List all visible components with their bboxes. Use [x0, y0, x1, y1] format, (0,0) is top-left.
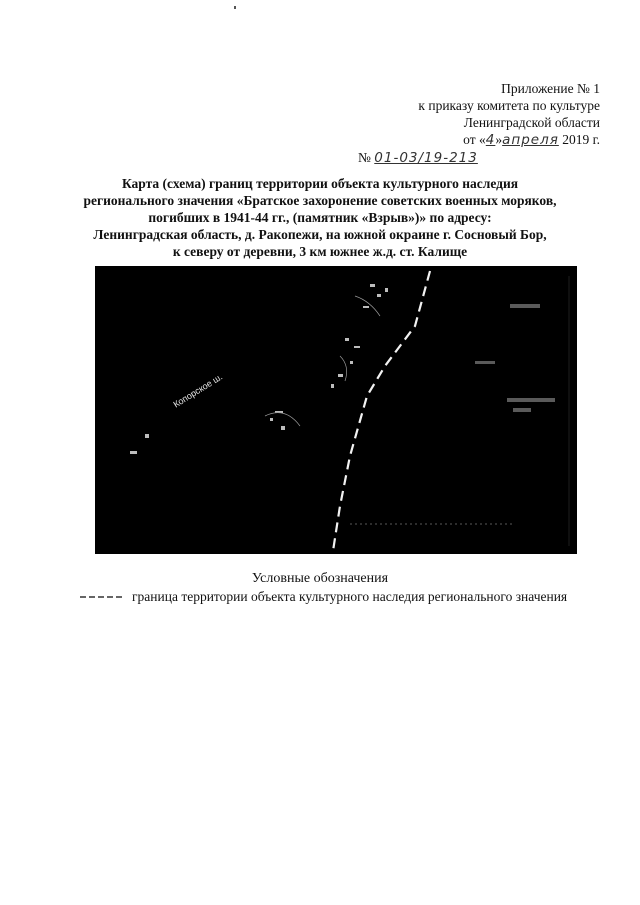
- boundary-line: [333, 271, 430, 551]
- appendix-block: [300, 80, 600, 167]
- road-label: Копорское ш.: [171, 371, 225, 410]
- title-line: к северу от деревни, 3 км южнее ж.д. ст. Калище: [172, 244, 468, 259]
- date-day: 4: [485, 132, 496, 148]
- legend-boundary-swatch: [80, 593, 124, 601]
- legend-title: Условные обозначения: [251, 571, 389, 586]
- appendix-line: Ленинградской области: [463, 115, 600, 130]
- map-faint-labels: [475, 304, 555, 412]
- number-prefix: №: [358, 150, 371, 165]
- site-map: [95, 266, 577, 554]
- document-title: [60, 175, 580, 260]
- terrain-strokes: [265, 296, 380, 426]
- map-drawing: [95, 266, 577, 554]
- title-line: Карта (схема) границ территории объекта культурного наследия: [121, 176, 519, 191]
- date-prefix: от «: [463, 132, 486, 147]
- date-month: апреля: [502, 132, 559, 148]
- legend-item-label: граница территории объекта культурного наследия регионального значения: [132, 589, 568, 604]
- title-line: регионального значения «Братское захоронение советских военных моряков,: [83, 193, 557, 208]
- title-line: погибших в 1941-44 гг., (памятник «Взрыв»)» по адресу:: [148, 210, 492, 225]
- date-mid: »: [495, 132, 503, 147]
- appendix-line: к приказу комитета по культуре: [418, 98, 600, 113]
- legend-item: [80, 589, 610, 605]
- number-value: 01-03/19-213: [374, 150, 478, 166]
- date-year: 2019 г.: [562, 132, 600, 147]
- appendix-date: [300, 131, 600, 149]
- stray-mark: [234, 6, 236, 9]
- title-line: Ленинградская область, д. Ракопежи, на южной окраине г. Сосновый Бор,: [93, 227, 547, 242]
- building-cluster: [130, 284, 388, 454]
- appendix-line: Приложение № 1: [501, 81, 600, 96]
- appendix-number: [300, 149, 600, 167]
